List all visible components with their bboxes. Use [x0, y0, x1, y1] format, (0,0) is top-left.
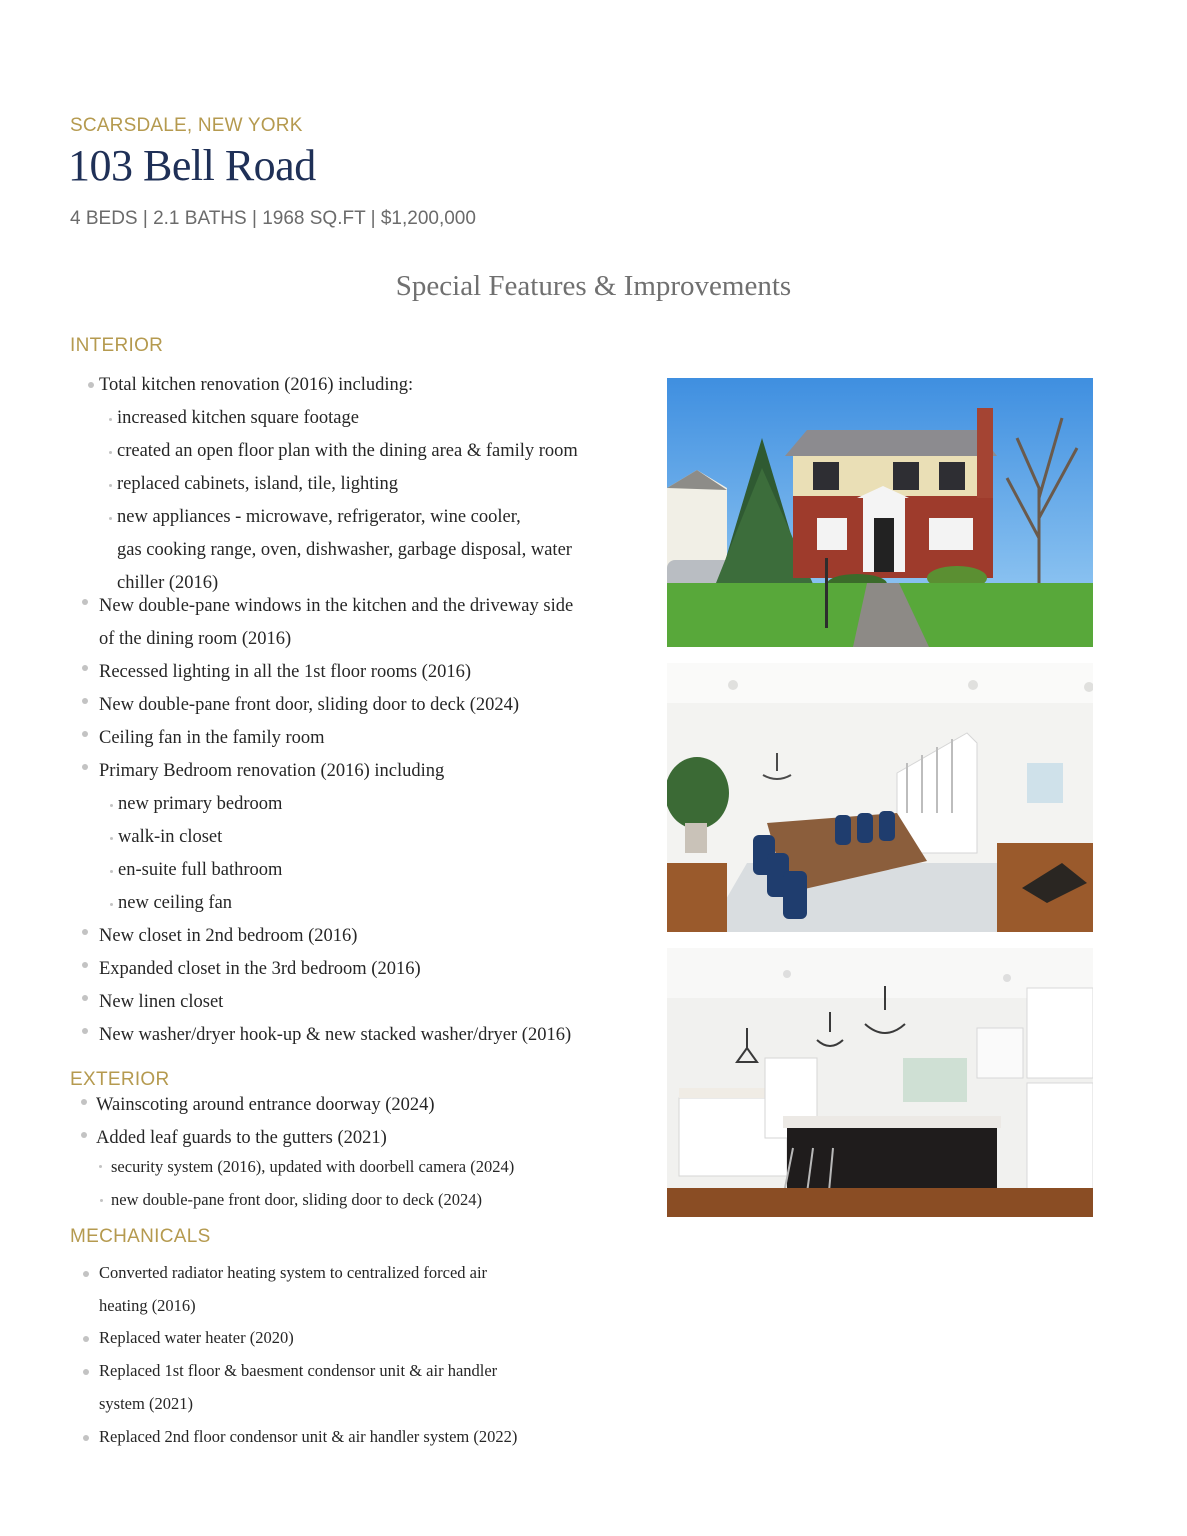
interior-item: Recessed lighting in all the 1st floor rooms (2016) — [99, 662, 471, 682]
mechanicals-heading: MECHANICALS — [70, 1226, 211, 1247]
interior-item: New double-pane front door, sliding door to deck (2024) — [99, 695, 520, 715]
kitchen-sub-item: gas cooking range, oven, dishwasher, garbage disposal, water — [117, 540, 572, 560]
bullet-icon — [82, 764, 88, 770]
bullet-icon — [83, 1336, 89, 1342]
interior-item-windows: New double-pane windows in the kitchen and the driveway side — [99, 596, 574, 616]
bullet-icon — [82, 995, 88, 1001]
sub-bullet-icon — [100, 1199, 103, 1202]
exterior-sub-item: new double-pane front door, sliding door to deck (2024) — [111, 1190, 482, 1209]
mechanicals-item-cont: heating (2016) — [99, 1296, 196, 1315]
sub-bullet-icon — [109, 451, 112, 454]
bullet-icon — [81, 1099, 87, 1105]
bullet-icon — [81, 1132, 87, 1138]
kitchen-sub-item: created an open floor plan with the dining area & family room — [117, 441, 578, 461]
mechanicals-item: Replaced 1st floor & baesment condensor unit & air handler — [99, 1361, 498, 1380]
exterior-sub-item: security system (2016), updated with doorbell camera (2024) — [111, 1157, 515, 1176]
bullet-icon — [83, 1369, 89, 1375]
property-location: SCARSDALE, NEW YORK — [70, 115, 303, 136]
kitchen-sub-item: chiller (2016) — [117, 573, 219, 593]
interior-heading: INTERIOR — [70, 335, 164, 356]
mechanicals-item: Converted radiator heating system to centralized forced air — [99, 1263, 488, 1282]
bullet-icon — [83, 1271, 89, 1277]
property-address: 103 Bell Road — [68, 141, 316, 190]
bedroom-sub-item: en-suite full bathroom — [118, 860, 283, 880]
exterior-item: Added leaf guards to the gutters (2021) — [96, 1128, 387, 1148]
bullet-icon — [83, 1435, 89, 1441]
bullet-icon — [88, 382, 94, 388]
bedroom-sub-item: new primary bedroom — [118, 794, 283, 814]
section-title: Special Features & Improvements — [395, 270, 792, 302]
sub-bullet-icon — [110, 903, 113, 906]
interior-item-kitchen: Total kitchen renovation (2016) including: — [99, 375, 414, 395]
mechanicals-item-cont: system (2021) — [99, 1394, 193, 1413]
mechanicals-item: Replaced water heater (2020) — [99, 1328, 294, 1347]
bedroom-sub-item: walk-in closet — [118, 827, 223, 847]
property-stats: 4 BEDS | 2.1 BATHS | 1968 SQ.FT | $1,200,000 — [70, 208, 476, 229]
sub-bullet-icon — [110, 870, 113, 873]
interior-item: Expanded closet in the 3rd bedroom (2016) — [99, 959, 421, 979]
sub-bullet-icon — [99, 1165, 102, 1168]
exterior-item: Wainscoting around entrance doorway (2024) — [96, 1095, 435, 1115]
house-exterior-photo — [667, 378, 1093, 647]
interior-item-windows-cont: of the dining room (2016) — [99, 629, 292, 649]
bullet-icon — [82, 665, 88, 671]
kitchen-photo — [667, 948, 1093, 1217]
interior-item: New linen closet — [99, 992, 224, 1012]
sub-bullet-icon — [110, 837, 113, 840]
kitchen-sub-item: new appliances - microwave, refrigerator, wine cooler, — [117, 507, 521, 527]
sub-bullet-icon — [109, 484, 112, 487]
interior-item: Ceiling fan in the family room — [99, 728, 325, 748]
mechanicals-item: Replaced 2nd floor condensor unit & air handler system (2022) — [99, 1427, 518, 1446]
interior-item: New washer/dryer hook-up & new stacked washer/dryer (2016) — [99, 1025, 572, 1045]
bullet-icon — [82, 731, 88, 737]
bullet-icon — [82, 698, 88, 704]
interior-item: Primary Bedroom renovation (2016) including — [99, 761, 445, 781]
bullet-icon — [82, 599, 88, 605]
dining-room-photo — [667, 663, 1093, 932]
bullet-icon — [82, 929, 88, 935]
sub-bullet-icon — [109, 517, 112, 520]
interior-item: New closet in 2nd bedroom (2016) — [99, 926, 358, 946]
bullet-icon — [82, 962, 88, 968]
bedroom-sub-item: new ceiling fan — [118, 893, 233, 913]
exterior-heading: EXTERIOR — [70, 1069, 170, 1090]
bullet-icon — [82, 1028, 88, 1034]
kitchen-sub-item: replaced cabinets, island, tile, lighting — [117, 474, 399, 494]
sub-bullet-icon — [109, 418, 112, 421]
kitchen-sub-item: increased kitchen square footage — [117, 408, 359, 428]
sub-bullet-icon — [110, 804, 113, 807]
